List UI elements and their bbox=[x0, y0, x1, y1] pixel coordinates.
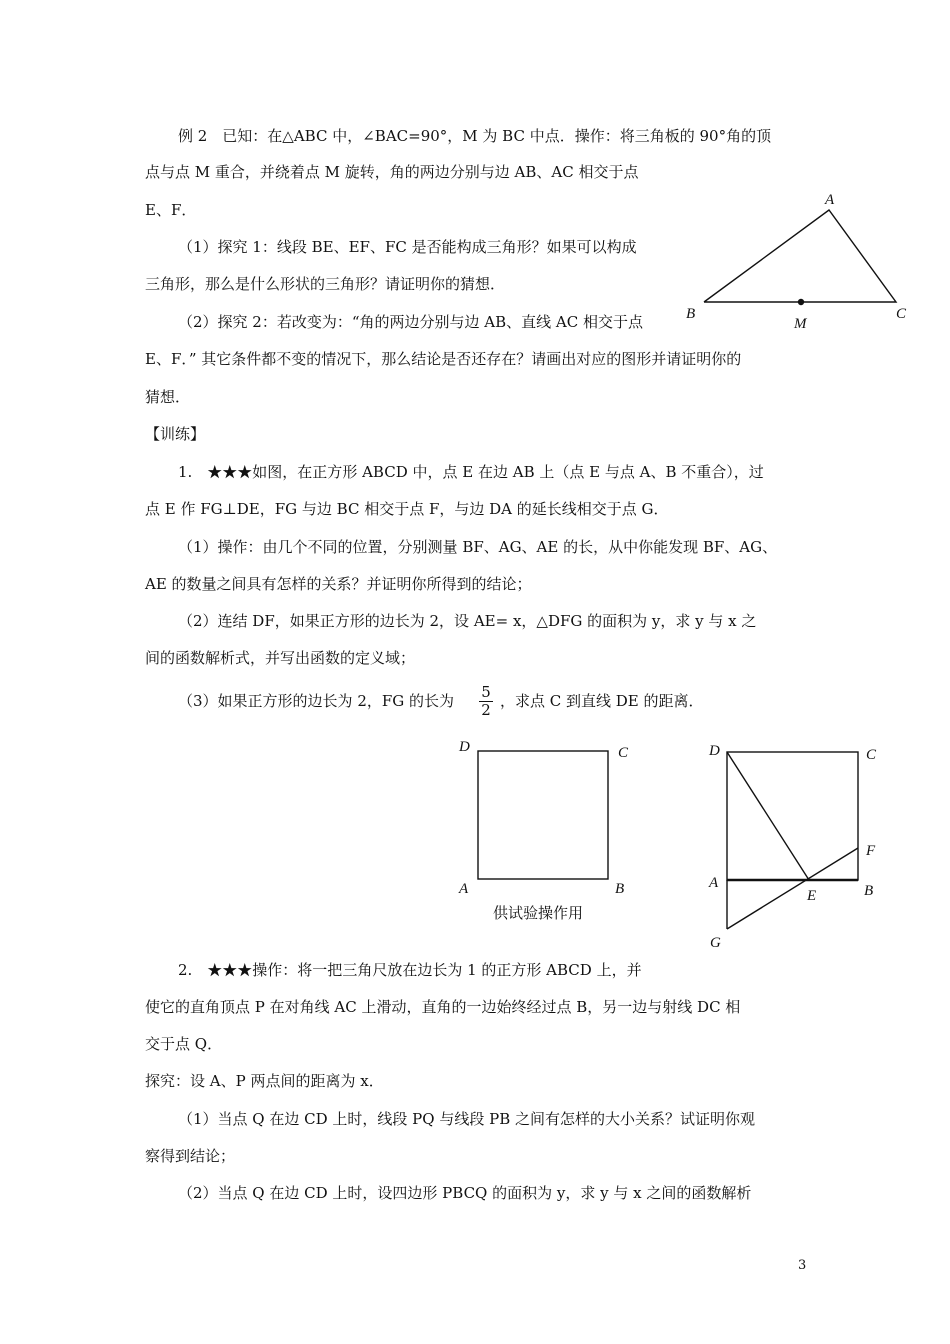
sq2-label-d: D bbox=[709, 743, 720, 759]
midpoint-m-dot bbox=[798, 299, 804, 305]
ex2-line-4: （1）探究 1：线段 BE、EF、FC 是否能构成三角形？如果可以构成 bbox=[178, 238, 637, 256]
training-heading: 【训练】 bbox=[145, 425, 206, 443]
p2-line-5: （1）当点 Q 在边 CD 上时，线段 PQ 与线段 PB 之间有怎样的大小关系？试证明你观 bbox=[178, 1110, 755, 1128]
p1-line-1: 1. ★★★如图，在正方形 ABCD 中，点 E 在边 AB 上（点 E 与点 A、B 不重合），过 bbox=[178, 463, 764, 481]
page-number: 3 bbox=[798, 1258, 807, 1273]
sq1-label-c: C bbox=[618, 745, 629, 761]
fraction-numerator: 5 bbox=[479, 684, 493, 702]
p1-line-5: （2）连结 DF，如果正方形的边长为 2，设 AE= x，△DFG 的面积为 y，求 y 与 x 之 bbox=[178, 612, 757, 630]
p2-line-7: （2）当点 Q 在边 CD 上时，设四边形 PBCQ 的面积为 y，求 y 与 x 之间的函数解析 bbox=[178, 1184, 752, 1202]
ex2-line-1: 例 2 已知：在△ABC 中，∠BAC=90°，M 为 BC 中点．操作：将三角板的 90°角的顶 bbox=[178, 127, 772, 145]
square-figure-caption: 供试验操作用 bbox=[493, 904, 584, 922]
label-c: C bbox=[896, 306, 907, 322]
label-b: B bbox=[686, 306, 696, 322]
ex2-line-5: 三角形，那么是什么形状的三角形？请证明你的猜想． bbox=[145, 275, 506, 293]
sq2-label-f: F bbox=[866, 843, 876, 859]
ex2-line-3: E、F． bbox=[145, 201, 197, 219]
sq1-label-d: D bbox=[459, 739, 470, 755]
p1-line-4: AE 的数量之间具有怎样的关系？并证明你所得到的结论； bbox=[145, 575, 532, 593]
square-figure-blank bbox=[455, 735, 635, 900]
square-figure-construction bbox=[700, 735, 890, 955]
sq1-label-b: B bbox=[615, 881, 625, 897]
fraction-five-halves bbox=[479, 684, 493, 719]
label-a: A bbox=[825, 192, 835, 208]
sq2-label-a: A bbox=[709, 875, 719, 891]
p2-line-1: 2. ★★★操作：将一把三角尺放在边长为 1 的正方形 ABCD 上，并 bbox=[178, 961, 642, 979]
p2-line-3: 交于点 Q． bbox=[145, 1035, 223, 1053]
p2-line-2: 使它的直角顶点 P 在对角线 AC 上滑动，直角的一边始终经过点 B，另一边与射线 DC 相 bbox=[145, 998, 741, 1016]
p1-line-3: （1）操作：由几个不同的位置，分别测量 BF、AG、AE 的长，从中你能发现 BF、AG、 bbox=[178, 538, 778, 556]
p1-line-2: 点 E 作 FG⊥DE，FG 与边 BC 相交于点 F，与边 DA 的延长线相交于点 G． bbox=[145, 500, 669, 518]
ex2-line-7: E、F．” 其它条件都不变的情况下，那么结论是否还存在？请画出对应的图形并请证明你的 bbox=[145, 350, 742, 368]
ex2-line-2: 点与点 M 重合，并绕着点 M 旋转，角的两边分别与边 AB、AC 相交于点 bbox=[145, 163, 639, 181]
label-m: M bbox=[794, 316, 807, 332]
p1-line-6: 间的函数解析式，并写出函数的定义域； bbox=[145, 649, 416, 667]
triangle-figure bbox=[680, 190, 920, 340]
sq2-label-g: G bbox=[710, 935, 721, 951]
sq1-label-a: A bbox=[459, 881, 469, 897]
ex2-line-6: （2）探究 2：若改变为：“角的两边分别与边 AB、直线 AC 相交于点 bbox=[178, 313, 643, 331]
p1-q3-text-before: （3）如果正方形的边长为 2，FG 的长为 bbox=[178, 692, 455, 710]
sq2-label-e: E bbox=[807, 888, 817, 904]
sq2-label-c: C bbox=[866, 747, 877, 763]
ex2-line-8: 猜想． bbox=[145, 388, 191, 406]
fraction-denominator: 2 bbox=[481, 701, 491, 719]
sq2-label-b: B bbox=[864, 883, 874, 899]
p2-line-6: 察得到结论； bbox=[145, 1147, 236, 1165]
p2-line-4: 探究：设 A、P 两点间的距离为 x． bbox=[145, 1072, 384, 1090]
p1-q3-text-after: ，求点 C 到直线 DE 的距离． bbox=[500, 692, 704, 710]
